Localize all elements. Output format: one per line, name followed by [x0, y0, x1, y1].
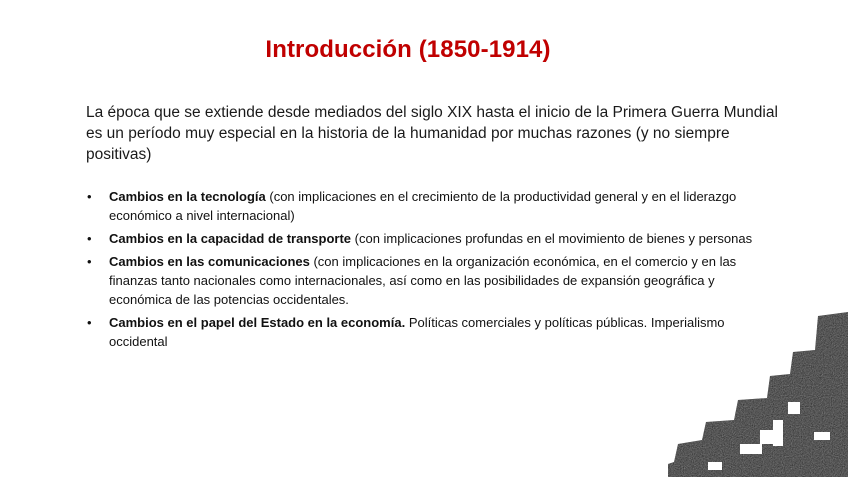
- bullet-heading: Cambios en la capacidad de transporte: [109, 231, 352, 246]
- bullet-list: [86, 187, 766, 355]
- intro-paragraph: La época que se extiende desde mediados del siglo XIX hasta el inicio de la Primera Guerra Mundial es un período muy especial en la historia de la humanidad por muchas razones (y no siempre positivas): [86, 104, 778, 163]
- abstract-sculpture-icon: [668, 312, 848, 477]
- bullet-item-state: [86, 313, 766, 351]
- bullet-text: (con implicaciones en la organización económica, en el comercio y en las finanzas tanto nacionales como internacionales, así como en las posibilidades de expansión geográfica y económica de las potencias occidentales.: [109, 254, 737, 307]
- bullet-heading: Cambios en la tecnología: [109, 189, 266, 204]
- bullet-heading: Cambios en las comunicaciones: [109, 254, 310, 269]
- bullet-text: (con implicaciones profundas en el movimiento de bienes y personas: [351, 231, 753, 246]
- bullet-text: (con implicaciones en el crecimiento de la productividad general y en el liderazgo económico a nivel internacional): [109, 189, 737, 223]
- slide-title: Introducción (1850-1914): [265, 36, 551, 63]
- bullet-dot: •: [87, 315, 92, 330]
- bullet-item-transport: [86, 229, 766, 248]
- bullet-item-technology: [86, 187, 766, 225]
- bullet-dot: •: [87, 189, 92, 204]
- bullet-item-communications: [86, 252, 766, 309]
- bullet-dot: •: [87, 231, 92, 246]
- bullet-heading: Cambios en el papel del Estado en la economía.: [109, 315, 406, 330]
- bullet-dot: •: [87, 254, 92, 269]
- bullet-text: Políticas comerciales y políticas públicas. Imperialismo occidental: [109, 315, 725, 349]
